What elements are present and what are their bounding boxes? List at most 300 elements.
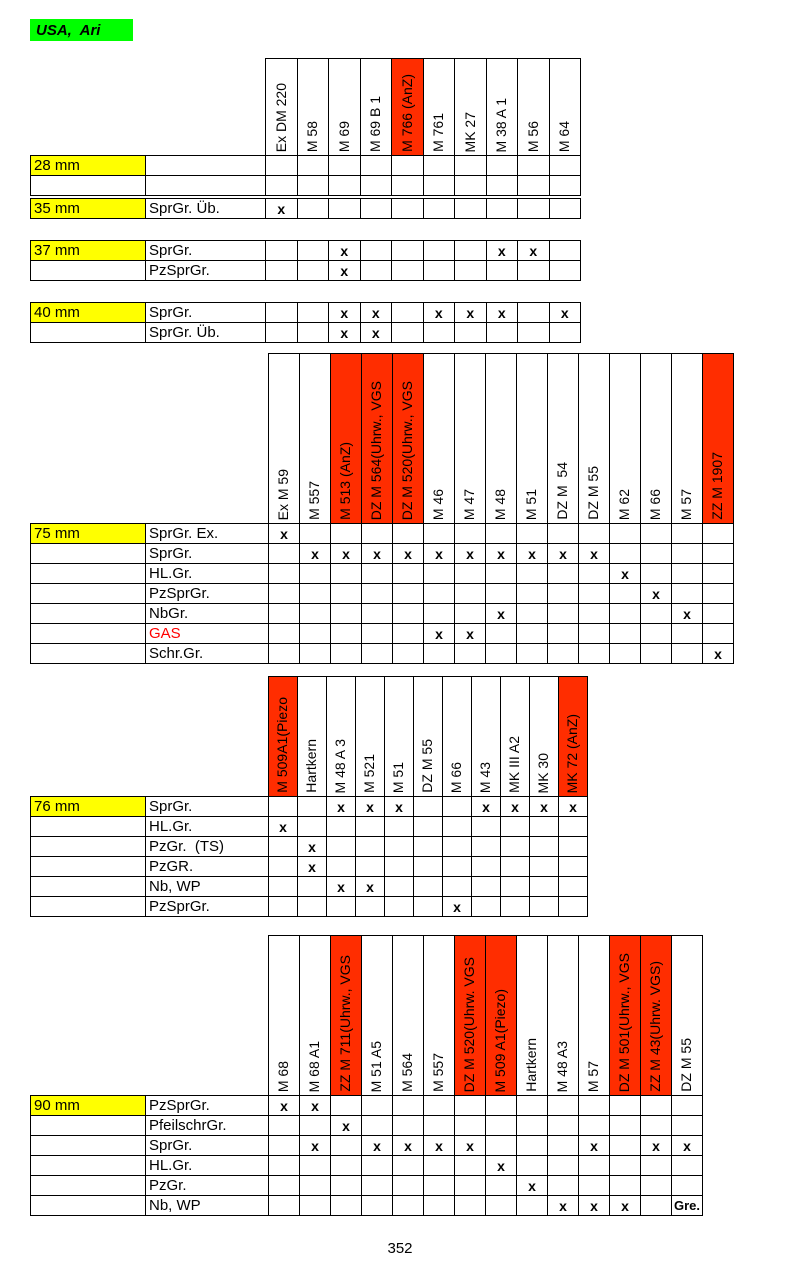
mark-cell [671,1135,703,1156]
data-cell [268,583,300,604]
x-mark: x [497,242,506,259]
data-cell [360,240,393,261]
mark-cell [265,198,298,219]
x-mark: x [311,1137,319,1154]
caliber-cell-empty [30,563,146,584]
column-header-label: MK 27 [461,111,478,152]
data-cell [268,836,298,857]
x-mark: x [371,304,380,321]
data-cell [517,322,550,343]
column-header [265,58,298,156]
x-mark: x [340,324,349,341]
x-mark: x [652,585,660,602]
data-cell [516,523,548,544]
data-cell [549,322,582,343]
data-cell [702,583,734,604]
mark-cell [485,1155,517,1176]
column-header-label: M 58 [304,120,321,152]
data-cell [454,643,486,664]
x-mark: x [497,1157,505,1174]
data-cell [265,155,298,176]
data-cell [454,1095,486,1116]
column-header-label: ZZ M 711(Uhrw., VGS [337,955,354,1092]
data-cell [423,198,456,219]
column-header [529,676,559,797]
data-cell [265,240,298,261]
data-cell [640,623,672,644]
data-cell [413,796,443,817]
mark-cell [609,563,641,584]
data-cell [454,260,487,281]
data-cell [330,1095,362,1116]
data-cell [471,876,501,897]
column-header-label: DZ M 520(Uhrw., VGS [399,380,416,520]
column-header-label: M 69 [335,120,352,152]
data-cell [423,1115,455,1136]
ammo-type-label: HL.Gr. [145,563,269,584]
data-cell [454,1155,486,1176]
ammo-type-label: PzGr. [145,1175,269,1196]
column-header [413,676,443,797]
data-cell [391,260,424,281]
data-cell [640,1195,672,1216]
data-cell [265,175,298,196]
data-cell [547,523,579,544]
x-mark: x [590,1197,598,1214]
mark-cell [268,523,300,544]
caliber-label: 76 mm [30,796,146,817]
data-cell [485,1175,517,1196]
mark-cell [486,302,519,323]
data-cell [578,1175,610,1196]
mark-cell [384,796,414,817]
caliber-cell-empty [30,603,146,624]
data-cell [485,623,517,644]
ammo-type-label: SprGr. [145,302,266,323]
x-mark: x [373,545,381,562]
mark-cell [423,1135,455,1156]
data-cell [529,856,559,877]
data-cell [330,583,362,604]
data-cell [299,523,331,544]
x-mark: x [373,1137,381,1154]
data-cell [454,1195,486,1216]
data-cell [547,1115,579,1136]
data-cell [640,1155,672,1176]
x-mark: x [308,858,316,875]
ammo-type-label: PzGR. [145,856,269,877]
ammo-type-label: GAS [145,623,269,644]
column-header-label: M 509A1(Piezo [274,697,291,793]
column-header-label: DZ M 55 [678,1038,695,1092]
data-cell [330,623,362,644]
data-cell [328,155,361,176]
data-cell [702,523,734,544]
data-cell [361,1155,393,1176]
caliber-label: 37 mm [30,240,146,261]
data-cell [384,876,414,897]
x-mark: x [404,545,412,562]
column-header-label: M 43 [477,761,494,793]
data-cell [609,583,641,604]
data-cell [529,816,559,837]
data-cell [578,583,610,604]
caliber-label: 35 mm [30,198,146,219]
x-mark: x [511,798,519,815]
data-cell [355,816,385,837]
column-header [361,353,393,524]
data-cell [485,643,517,664]
data-cell [640,543,672,564]
data-cell [516,1095,548,1116]
data-cell [558,836,588,857]
data-cell [558,876,588,897]
column-header-label: M 761 [430,113,447,152]
data-cell [355,896,385,917]
data-cell [516,583,548,604]
data-cell [454,322,487,343]
column-header-label: M 766 (AnZ) [398,74,415,152]
mark-cell [486,240,519,261]
column-header-label: M 48 [492,488,509,520]
caliber-cell-empty [30,543,146,564]
data-cell [328,198,361,219]
data-cell [413,816,443,837]
mark-cell [392,543,424,564]
data-cell [330,1195,362,1216]
ammo-type-label: Nb, WP [145,876,269,897]
data-cell [517,260,550,281]
x-mark: x [435,625,443,642]
x-mark: x [466,625,474,642]
data-cell [485,1115,517,1136]
data-cell [423,1175,455,1196]
data-cell [423,563,455,584]
data-cell [549,240,582,261]
mark-cell [328,240,361,261]
mark-cell [640,1135,672,1156]
column-header [640,935,672,1096]
data-cell [423,1195,455,1216]
ammo-type-label: SprGr. [145,796,269,817]
mark-cell [355,876,385,897]
column-header-label: M 68 A1 [306,1040,323,1092]
column-header-label: MK III A2 [506,736,523,793]
data-cell [361,1095,393,1116]
data-cell [384,856,414,877]
data-cell [517,175,550,196]
data-cell [671,543,703,564]
column-header-label: M 56 [524,120,541,152]
page-title: USA, Ari [30,19,133,41]
column-header [297,58,330,156]
x-mark: x [529,242,538,259]
mark-cell [423,302,456,323]
ammo-type-label: PzSprGr. [145,896,269,917]
data-cell [297,876,327,897]
column-header [547,935,579,1096]
data-cell [702,563,734,584]
mark-cell [671,603,703,624]
ammo-type-label: SprGr. [145,1135,269,1156]
mark-cell [299,1095,331,1116]
column-header [547,353,579,524]
column-header [361,935,393,1096]
data-cell [330,1155,362,1176]
data-cell [391,302,424,323]
column-header-label: M 48 A3 [554,1040,571,1092]
data-cell [609,1095,641,1116]
column-header [485,353,517,524]
ammo-type-label: PzSprGr. [145,1095,269,1116]
column-header [578,935,610,1096]
data-cell [423,155,456,176]
data-cell [609,543,641,564]
data-cell [547,603,579,624]
column-header [268,353,300,524]
data-cell [297,302,330,323]
data-cell [423,260,456,281]
data-cell [326,856,356,877]
data-cell [297,175,330,196]
ammo-type-label: SprGr. Ex. [145,523,269,544]
data-cell [547,583,579,604]
column-header-label: DZ M 501(Uhrw., VGS [616,952,633,1092]
data-cell [516,563,548,584]
column-header [392,353,424,524]
data-cell [578,623,610,644]
x-mark: x [590,545,598,562]
data-cell [609,623,641,644]
data-cell [529,836,559,857]
data-cell [299,1195,331,1216]
column-header-label: M 513 (AnZ) [337,442,354,520]
x-mark: x [466,304,475,321]
column-header-label: M 564 [399,1053,416,1092]
data-cell [578,643,610,664]
data-cell [423,175,456,196]
data-cell [640,1095,672,1116]
mark-cell [330,1115,362,1136]
data-cell [423,603,455,624]
column-header [297,676,327,797]
data-cell [671,563,703,584]
column-header-label: M 64 [556,120,573,152]
x-mark: x [714,645,722,662]
data-cell [500,856,530,877]
data-cell [702,623,734,644]
mark-cell [299,543,331,564]
caliber-cell-empty [30,623,146,644]
data-cell [268,856,298,877]
x-mark: x [395,798,403,815]
column-header-label: M 51 A5 [368,1040,385,1092]
mark-cell [360,302,393,323]
x-mark: x [497,304,506,321]
mark-cell [702,643,734,664]
data-cell [578,1095,610,1116]
mark-cell [609,1195,641,1216]
column-header [355,676,385,797]
column-header [454,353,486,524]
column-header [299,935,331,1096]
data-cell [671,583,703,604]
x-mark: x [280,525,288,542]
data-cell [609,1155,641,1176]
data-cell [391,240,424,261]
mark-cell [328,302,361,323]
column-header-label: Ex DM 220 [272,82,289,152]
ammo-type-label: Schr.Gr. [145,643,269,664]
ammo-type-label: PzSprGr. [145,260,266,281]
data-cell [454,240,487,261]
ammo-type-label: SprGr. Üb. [145,322,266,343]
column-header [702,353,734,524]
x-mark: x [434,304,443,321]
data-cell [486,260,519,281]
data-cell [330,1135,362,1156]
data-cell [640,603,672,624]
data-cell [442,856,472,877]
column-header [391,58,424,156]
data-cell [297,155,330,176]
column-header [578,353,610,524]
x-mark: x [340,262,349,279]
column-header [423,353,455,524]
column-header-label: M 521 [361,754,378,793]
data-cell [547,1175,579,1196]
data-cell [549,198,582,219]
column-header [328,58,361,156]
data-cell [609,1175,641,1196]
data-cell [454,155,487,176]
column-header [609,935,641,1096]
mark-cell [361,543,393,564]
data-cell [486,155,519,176]
mark-cell [423,543,455,564]
data-cell [265,302,298,323]
x-mark: x [342,1117,350,1134]
mark-cell [299,1135,331,1156]
data-cell [516,1195,548,1216]
column-header [549,58,582,156]
data-cell [392,1095,424,1116]
data-cell [268,896,298,917]
data-cell [423,322,456,343]
column-header [392,935,424,1096]
data-cell [609,643,641,664]
data-cell [361,523,393,544]
data-cell [299,643,331,664]
column-header [330,935,362,1096]
data-cell [516,643,548,664]
data-cell [355,856,385,877]
column-header-label: Hartkern [523,1038,540,1092]
column-header-label: M 66 [647,488,664,520]
column-header [517,58,550,156]
mark-cell [485,603,517,624]
data-cell [517,198,550,219]
column-header-label: M 557 [306,481,323,520]
data-cell [485,1095,517,1116]
column-header-label: MK 30 [535,752,552,793]
x-mark: x [540,798,548,815]
data-cell [529,896,559,917]
column-header-label: M 47 [461,488,478,520]
mark-cell [529,796,559,817]
data-cell [702,603,734,624]
data-cell [558,816,588,837]
data-cell [485,1195,517,1216]
data-cell [392,623,424,644]
caliber-cell-empty [30,856,146,877]
data-cell [361,603,393,624]
x-mark: x [340,242,349,259]
mark-cell [326,796,356,817]
data-cell [413,876,443,897]
x-mark: x [404,1137,412,1154]
column-header-label: M 57 [585,1060,602,1092]
data-cell [268,1155,300,1176]
x-mark: x [683,605,691,622]
data-cell [268,1135,300,1156]
column-header [442,676,472,797]
data-cell [485,563,517,584]
column-header [330,353,362,524]
data-cell [361,583,393,604]
data-cell [671,1175,703,1196]
data-cell [547,623,579,644]
data-cell [391,155,424,176]
data-cell [268,1115,300,1136]
data-cell [361,1175,393,1196]
data-cell [330,643,362,664]
data-cell [265,260,298,281]
data-cell [268,563,300,584]
data-cell [500,816,530,837]
column-header [423,58,456,156]
mark-cell [578,1195,610,1216]
column-header [500,676,530,797]
data-cell [485,523,517,544]
data-cell [297,816,327,837]
x-mark: x [590,1137,598,1154]
data-cell [454,198,487,219]
data-cell [391,198,424,219]
mark-cell [547,543,579,564]
caliber-cell-empty [30,1195,146,1216]
data-cell [268,1195,300,1216]
data-cell [549,175,582,196]
data-cell [529,876,559,897]
data-cell [454,583,486,604]
mark-cell [442,896,472,917]
x-mark: x [279,818,287,835]
data-cell [392,1115,424,1136]
data-cell [268,1175,300,1196]
data-cell [360,155,393,176]
data-cell [442,816,472,837]
data-cell [384,836,414,857]
column-header-label: DZ M 564(Uhrw., VGS [368,380,385,520]
data-cell [454,603,486,624]
x-mark: x [435,1137,443,1154]
ammo-type-label: HL.Gr. [145,1155,269,1176]
x-mark: x [340,304,349,321]
mark-cell [454,1135,486,1156]
data-cell [360,260,393,281]
data-cell [671,1155,703,1176]
